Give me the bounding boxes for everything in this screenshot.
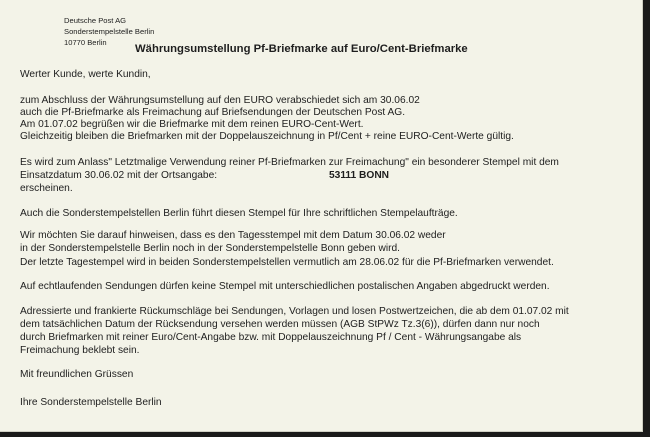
paragraph6-line3: durch Briefmarken mit reiner Euro/Cent-Angabe bzw. mit Doppelauszeichnung Pf / Cent - Währungsangabe als [20, 332, 522, 343]
paragraph6-line4: Freimachung beklebt sein. [20, 345, 140, 356]
paragraph2-line2: Einsatzdatum 30.06.02 mit der Ortsangabe: [20, 170, 218, 181]
letter-title: Währungsumstellung Pf-Briefmarke auf Euro/Cent-Briefmarke [135, 43, 468, 55]
sender-department: Sonderstempelstelle Berlin [64, 27, 155, 36]
paragraph1-line3: Am 01.07.02 begrüßen wir die Briefmarke mit dem reinen EURO-Cent-Wert. [20, 119, 364, 130]
closing: Mit freundlichen Grüssen [20, 369, 134, 380]
paragraph5: Auf echtlaufenden Sendungen dürfen keine Stempel mit unterschiedlichen postalischen Angaben abgedruckt werden. [20, 281, 550, 292]
paragraph1-line4: Gleichzeitig bleiben die Briefmarken mit der Doppelauszeichnung in Pf/Cent + reine EURO-Cent-Werte gültig. [20, 131, 514, 142]
paragraph1-line1: zum Abschluss der Währungsumstellung auf den EURO verabschiedet sich am 30.06.02 [20, 95, 420, 106]
paragraph4-line1: Wir möchten Sie darauf hinweisen, dass es den Tagesstempel mit dem Datum 30.06.02 weder [20, 230, 446, 241]
paragraph3: Auch die Sonderstempelstellen Berlin führt diesen Stempel für Ihre schriftlichen Stempelaufträge. [20, 208, 458, 219]
paragraph2-line1: Es wird zum Anlass" Letztmalige Verwendung reiner Pf-Briefmarken zur Freimachung" ein besonderer Stempel mit dem [20, 157, 559, 168]
sender-postcode-city: 10770 Berlin [64, 38, 107, 47]
paragraph4-line2: in der Sonderstempelstelle Berlin noch in der Sonderstempelstelle Bonn geben wird. [20, 243, 400, 254]
paragraph4-line3: Der letzte Tagestempel wird in beiden Sonderstempelstellen vermutlich am 28.06.02 für die Pf-Briefmarken verwendet. [20, 257, 554, 268]
location-bonn: 53111 BONN [329, 170, 390, 181]
signature: Ihre Sonderstempelstelle Berlin [20, 397, 162, 408]
paragraph6-line2: dem tatsächlichen Datum der Rücksendung versehen werden müssen (AGB StPWz Tz.3(6)), dürfen dann nur noch [20, 319, 540, 330]
paragraph1-line2: auch die Pf-Briefmarke als Freimachung auf Briefsendungen der Deutschen Post AG. [20, 107, 406, 118]
sender-name: Deutsche Post AG [64, 16, 127, 25]
paragraph2-line3: erscheinen. [20, 183, 73, 194]
paragraph6-line1: Adressierte und frankierte Rückumschläge bei Sendungen, Vorlagen und losen Postwertzeichen, die ab dem 01.07.02 mit [20, 306, 569, 317]
salutation: Werter Kunde, werte Kundin, [20, 69, 151, 80]
